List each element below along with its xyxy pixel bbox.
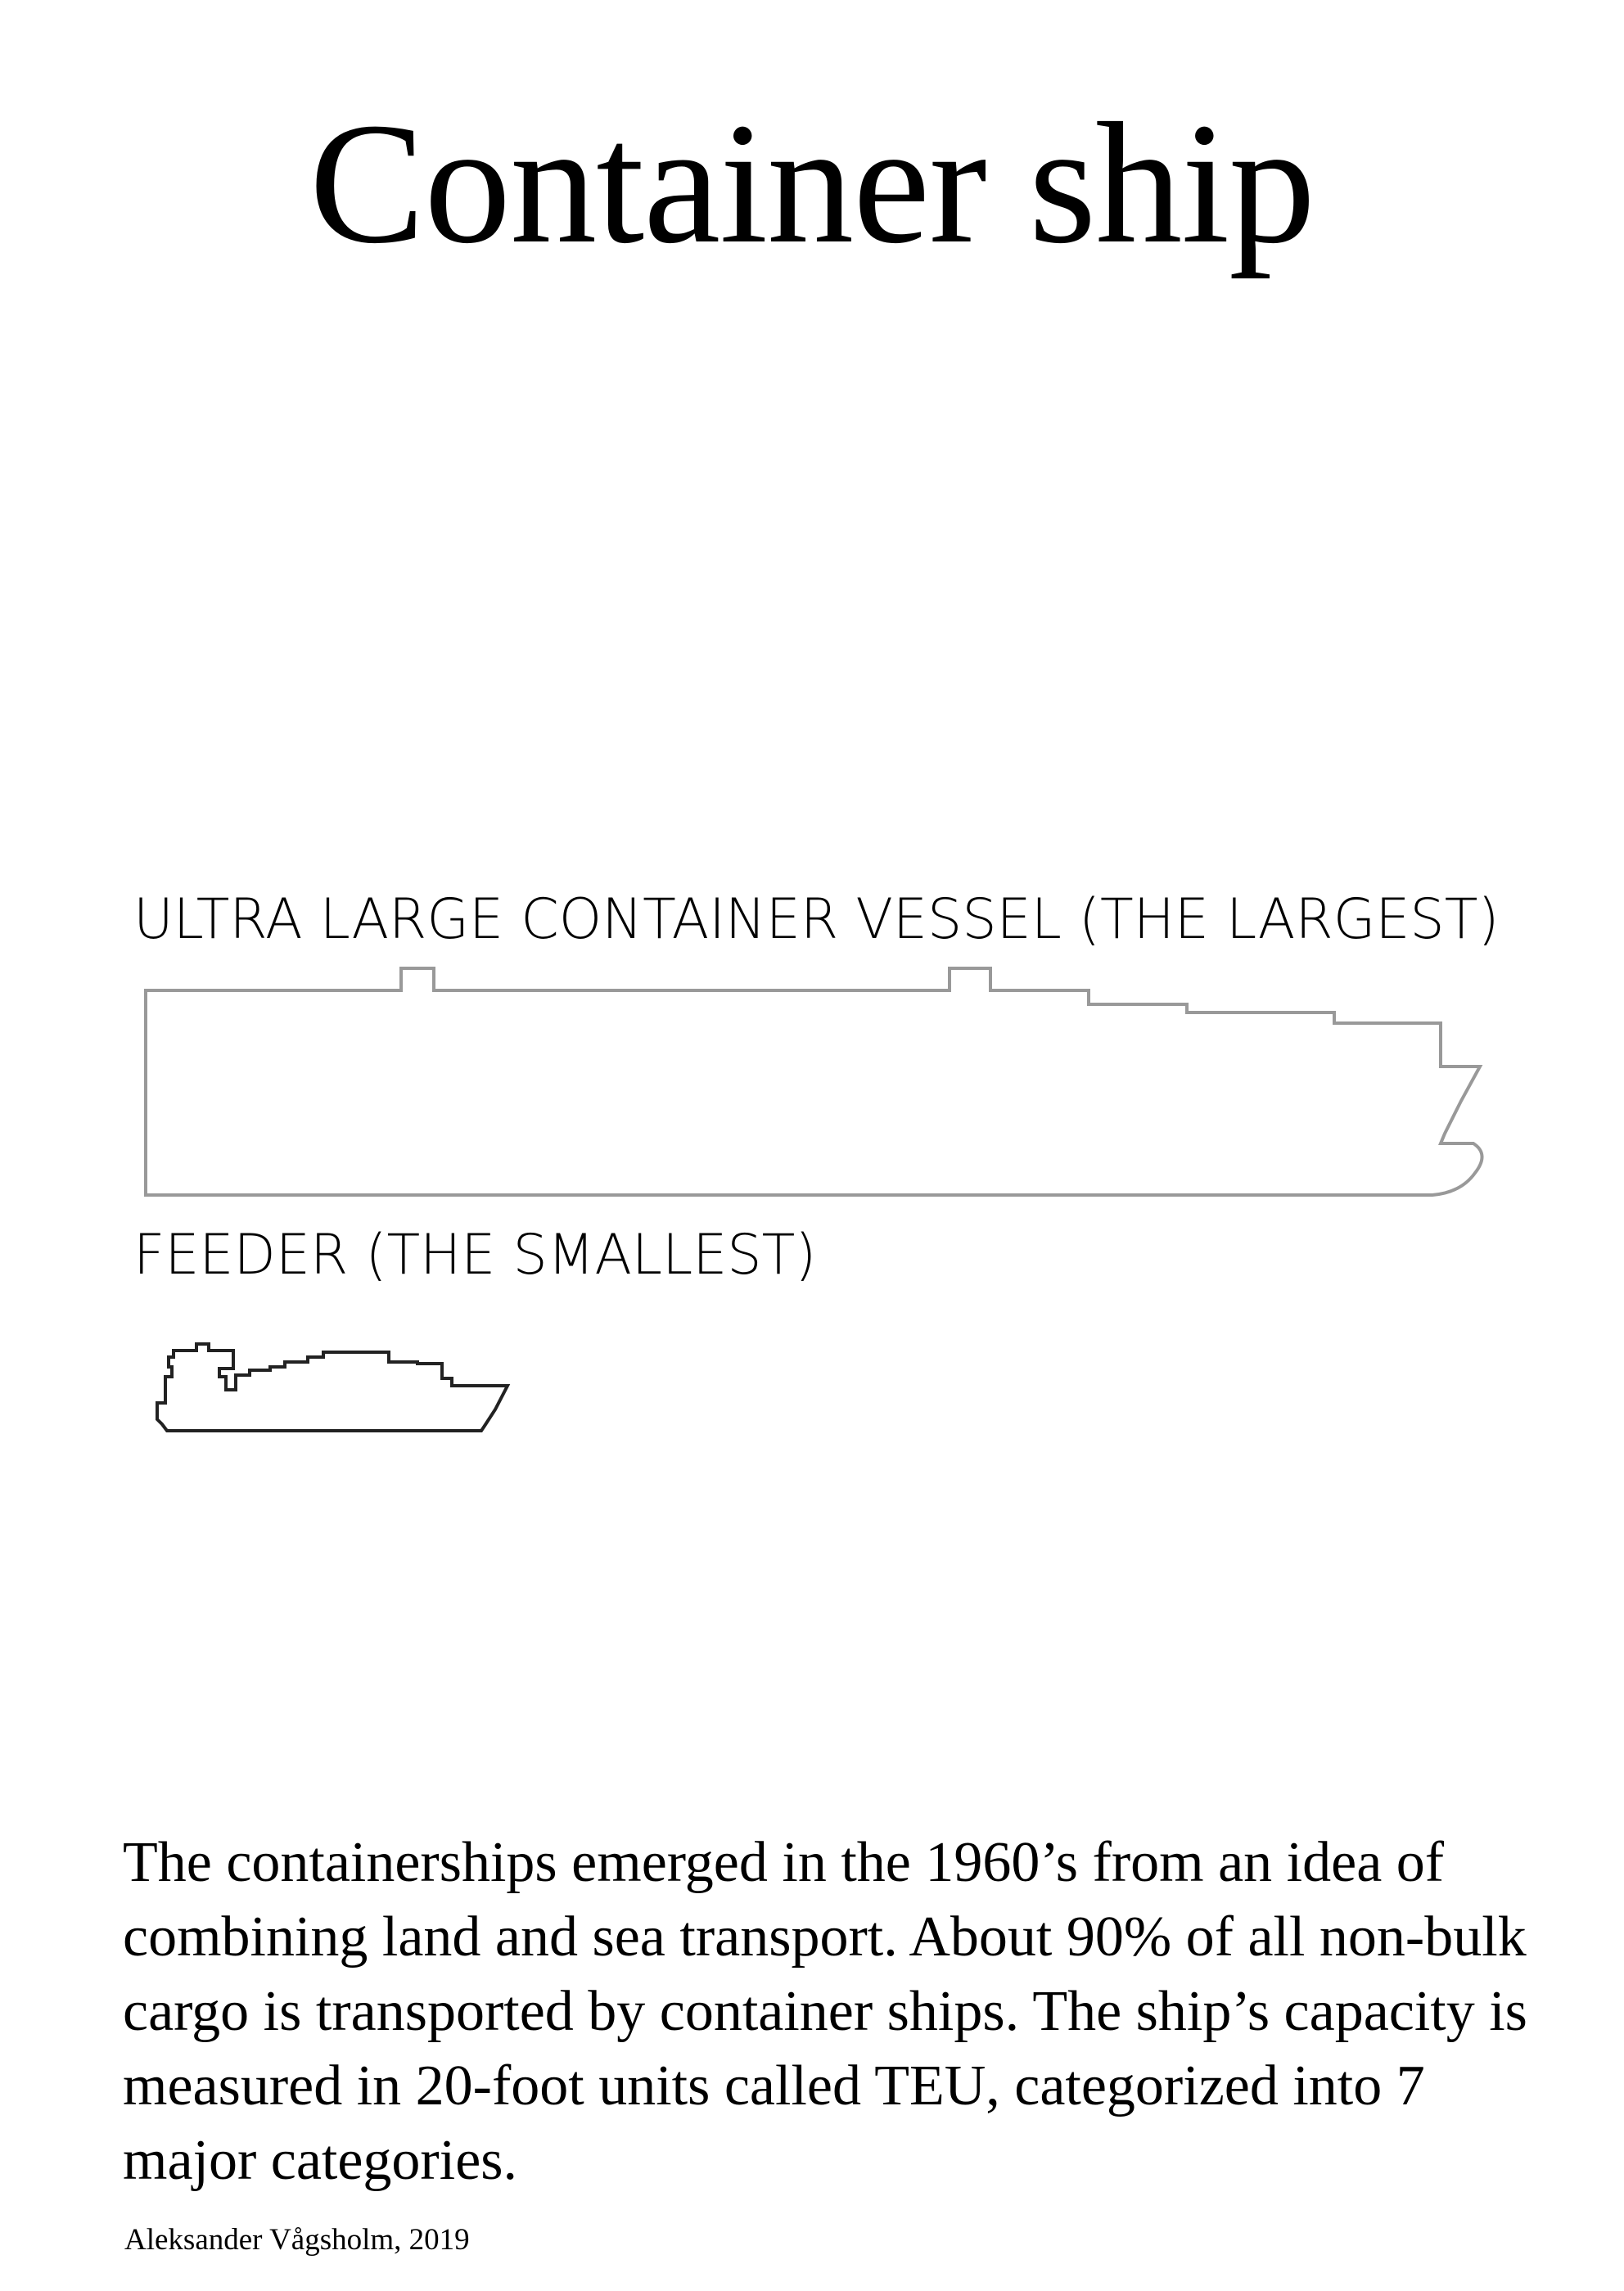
feeder-vessel-outline xyxy=(157,1344,508,1431)
ultra-large-vessel-label: ULTRA LARGE CONTAINER VESSEL (THE LARGEST) xyxy=(133,887,1500,952)
feeder-vessel-silhouette xyxy=(147,1334,524,1457)
author-credit: Aleksander Vågsholm, 2019 xyxy=(124,2223,470,2257)
page-title: Container ship xyxy=(309,87,1315,279)
ultra-large-vessel-outline xyxy=(146,968,1482,1195)
description-paragraph: The containerships emerged in the 1960’s from an idea of combining land and sea transport. About 90% of all non-bulk cargo is transported by container ships. The ship’s capacity is measured in 20-foot units called TEU, categorized into 7 major categories. xyxy=(123,1831,1527,2192)
feeder-vessel-label: FEEDER (THE SMALLEST) xyxy=(133,1223,817,1288)
ultra-large-container-vessel-silhouette xyxy=(131,954,1522,1207)
